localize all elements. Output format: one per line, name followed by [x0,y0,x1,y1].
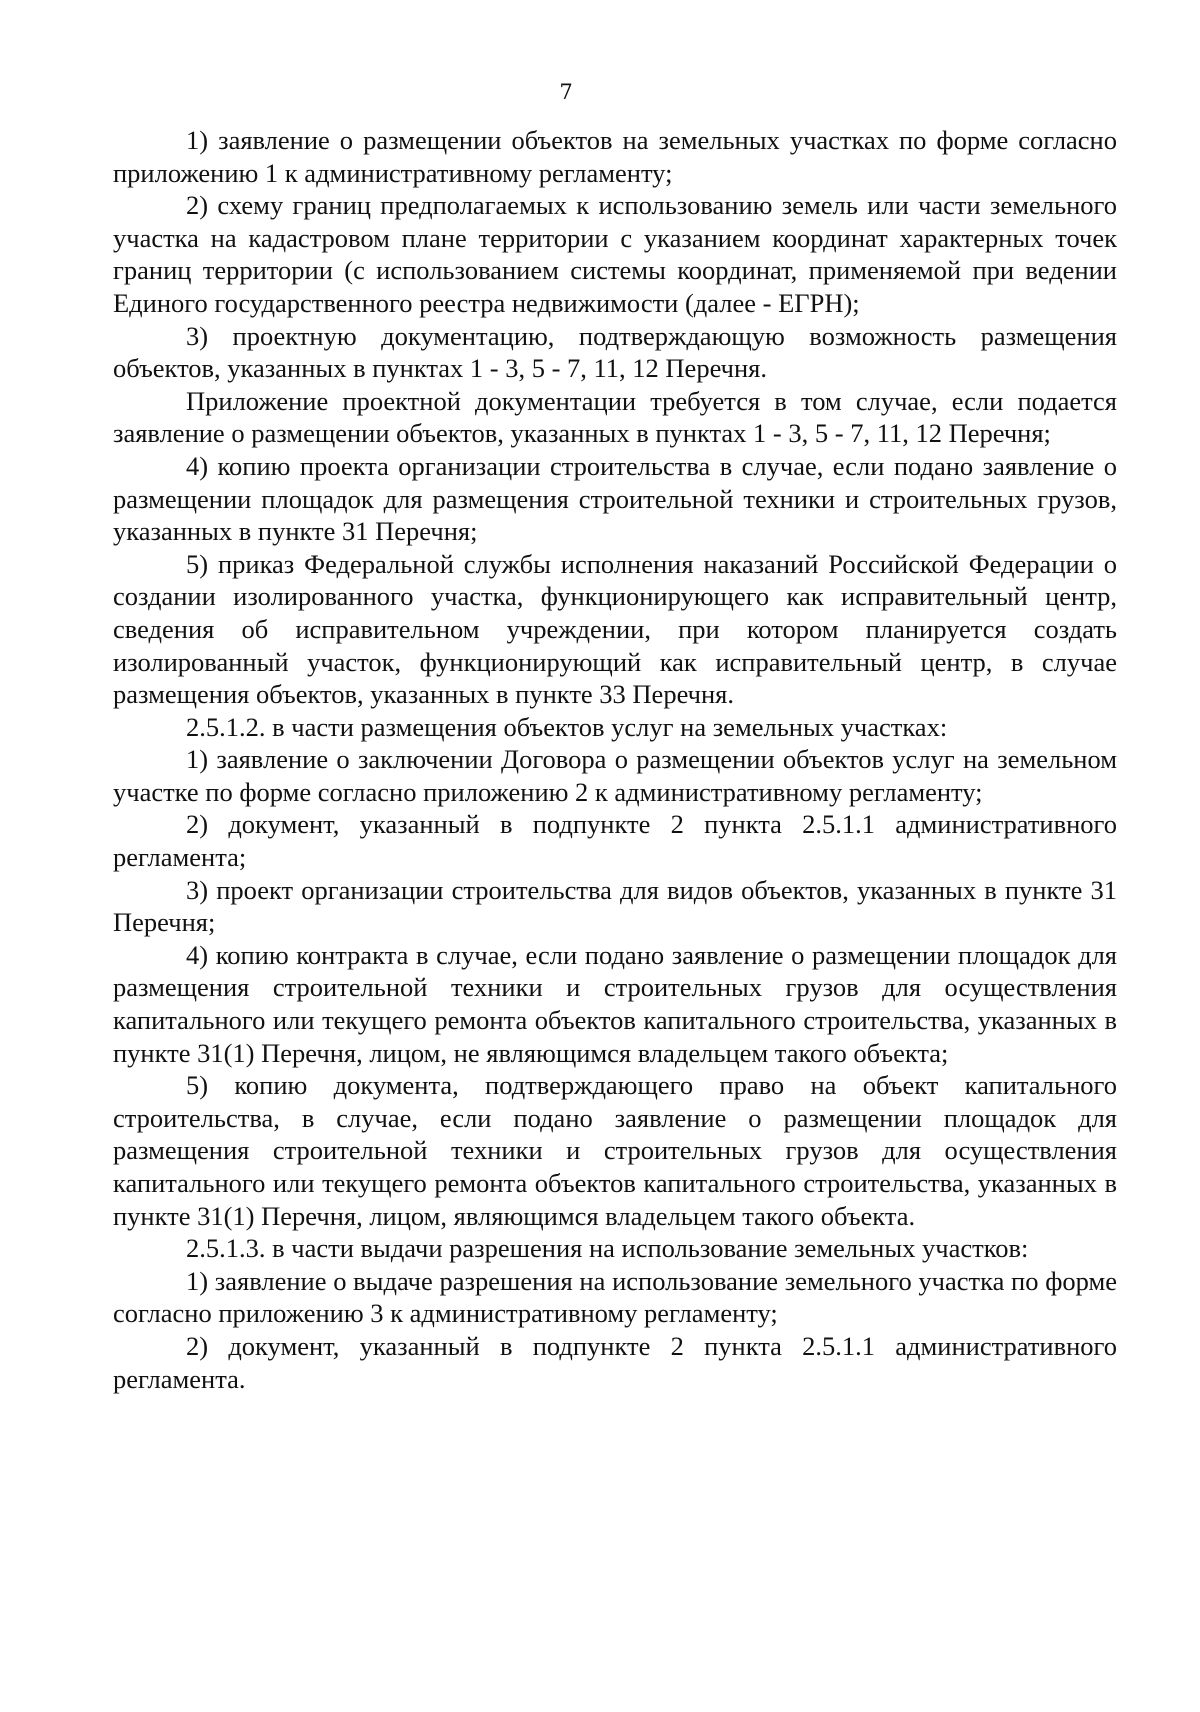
page-number: 7 [559,80,573,104]
paragraph: 3) проект организации строительства для видов объектов, указанных в пункте 31 Перечня; [113,874,1117,938]
paragraph: Приложение проектной документации требуется в том случае, если подается заявление о размещении объектов, указанных в пунктах 1 - 3, 5 - 7, 11, 12 Перечня; [113,385,1117,449]
document-body [113,124,1117,1395]
paragraph: 1) заявление о размещении объектов на земельных участках по форме согласно приложению 1 к административному регламенту; [113,125,1117,188]
paragraph: 5) приказ Федеральной службы исполнения наказаний Российской Федерации о создании изолированного участка, функционирующего как исправительный центр, сведения об исправительном учреждении, при котором планируется создать изолированный участок, функционирующий как исправительный центр, в случае размещения объектов, указанных в пункте 33 Перечня. [113,548,1117,710]
paragraph: 5) копию документа, подтверждающего право на объект капитального строительства, в случае, если подано заявление о размещении площадок для размещения строительной техники и строительных грузов для осуществления капитального или текущего ремонта объектов капитального строительства, указанных в пункте 31(1) Перечня, лицом, являющимся владельцем такого объекта. [113,1070,1117,1231]
paragraph: 1) заявление о заключении Договора о размещении объектов услуг на земельном участке по форме согласно приложению 2 к административному регламенту; [113,744,1117,807]
paragraph: 2) документ, указанный в подпункте 2 пункта 2.5.1.1 административного регламента. [113,1330,1117,1394]
paragraph: 2) схему границ предполагаемых к использованию земель или части земельного участка на кадастровом плане территории с указанием координат характерных точек границ территории (с использованием системы координат, применяемой при ведении Единого государственного реестра недвижимости (далее - ЕГРН); [113,190,1117,318]
paragraph: 2) документ, указанный в подпункте 2 пункта 2.5.1.1 административного регламента; [113,809,1117,873]
paragraph: 4) копию контракта в случае, если подано заявление о размещении площадок для размещения строительной техники и строительных грузов для осуществления капитального или текущего ремонта объектов капитального строительства, указанных в пункте 31(1) Перечня, лицом, не являющимся владельцем такого объекта; [113,939,1117,1068]
section-heading: 2.5.1.3. в части выдачи разрешения на использование земельных участков: [186,1233,1029,1264]
paragraph: 1) заявление о выдаче разрешения на использование земельного участка по форме согласно приложению 3 к административному регламенту; [113,1265,1117,1329]
section-heading: 2.5.1.2. в части размещения объектов услуг на земельных участках: [186,711,948,742]
paragraph: 4) копию проекта организации строительства в случае, если подано заявление о размещении площадок для размещения строительной техники и строительных грузов, указанных в пункте 31 Перечня; [113,450,1117,547]
paragraph: 3) проектную документацию, подтверждающую возможность размещения объектов, указанных в пунктах 1 - 3, 5 - 7, 11, 12 Перечня. [113,320,1117,384]
